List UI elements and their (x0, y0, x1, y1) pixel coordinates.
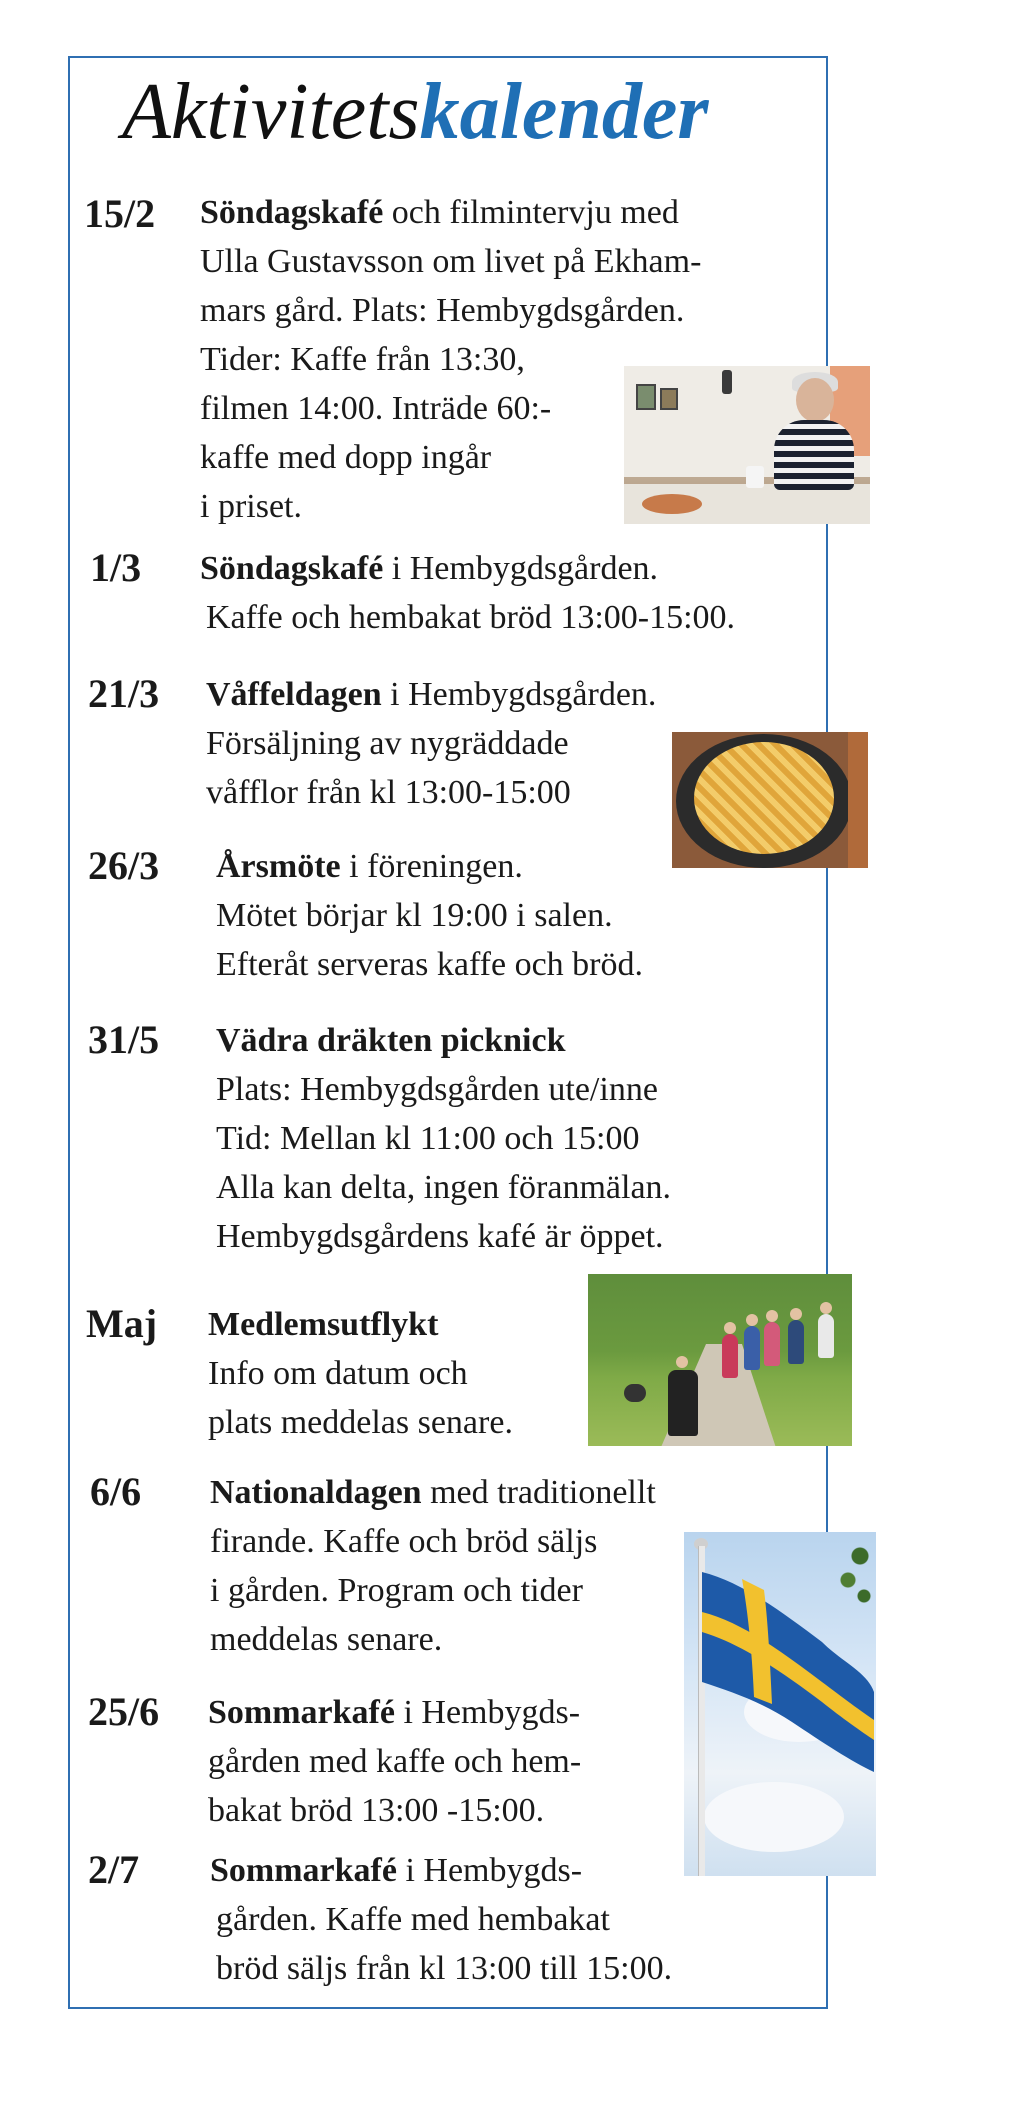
event-text: i Hembygds- (394, 1694, 581, 1731)
event-text: plats meddelas senare. (208, 1404, 513, 1441)
event-title: Våffeldagen (206, 676, 382, 713)
event-text: Försäljning av nygräddade (206, 725, 569, 762)
event-title: Söndagskafé (200, 550, 384, 587)
event-title: Söndagskafé (200, 194, 384, 231)
event-description (208, 1688, 581, 1835)
event-text: filmen 14:00. Inträde 60:- (200, 390, 552, 427)
event-text: i gården. Program och tider (210, 1572, 583, 1609)
event-text: våfflor från kl 13:00-15:00 (206, 774, 571, 811)
event-date: 6/6 (90, 1469, 142, 1514)
event-date: 15/2 (84, 191, 156, 236)
event-title: Medlemsutflykt (208, 1306, 439, 1343)
event-text: bakat bröd 13:00 -15:00. (208, 1792, 545, 1829)
event-text: Tider: Kaffe från 13:30, (200, 341, 525, 378)
event-text: gården. Kaffe med hembakat (216, 1901, 610, 1938)
event-description (206, 670, 656, 817)
event-date: 26/3 (88, 843, 160, 888)
event-text: kaffe med dopp ingår (200, 439, 492, 476)
event-description (200, 544, 735, 642)
event-text: Kaffe och hembakat bröd 13:00-15:00. (206, 599, 736, 636)
event-title: Nationaldagen (210, 1474, 422, 1511)
event-text: Efteråt serveras kaffe och bröd. (216, 946, 643, 983)
photo-woman-at-table (624, 366, 870, 524)
photo-waffles (672, 732, 868, 868)
event-date: 25/6 (88, 1689, 160, 1734)
event-date: 21/3 (88, 671, 160, 716)
event-title: Vädra dräkten picknick (216, 1022, 566, 1059)
event-date: Maj (86, 1301, 158, 1346)
photo-swedish-flag (684, 1532, 876, 1876)
event-date: 31/5 (88, 1017, 160, 1062)
event-text: mars gård. Plats: Hembygdsgården. (200, 292, 685, 329)
title-part-1: Aktivitets (122, 68, 420, 156)
title-part-2: kalender (419, 68, 709, 156)
event-date: 1/3 (90, 545, 142, 590)
event-text: och filmintervju med (383, 194, 679, 231)
event-text: Plats: Hembygdsgården ute/inne (216, 1071, 658, 1108)
event-date: 2/7 (88, 1847, 140, 1892)
event-text: Info om datum och (208, 1355, 468, 1392)
event-text: med traditionellt (421, 1474, 656, 1511)
event-text: Alla kan delta, ingen föranmälan. (216, 1169, 672, 1206)
event-text: i Hembygdsgården. (381, 676, 657, 713)
event-text: Hembygdsgårdens kafé är öppet. (216, 1218, 664, 1255)
swedish-flag-icon (702, 1572, 876, 1772)
event-description (210, 1846, 672, 1993)
event-text: bröd säljs från kl 13:00 till 15:00. (216, 1950, 673, 1987)
event-text: Tid: Mellan kl 11:00 och 15:00 (216, 1120, 640, 1157)
event-description (216, 842, 643, 989)
event-text: firande. Kaffe och bröd säljs (210, 1523, 598, 1560)
photo-walking-group (588, 1274, 852, 1446)
event-text: gården med kaffe och hem- (208, 1743, 582, 1780)
event-description (210, 1468, 656, 1664)
event-description (208, 1300, 513, 1447)
event-text: i Hembygds- (396, 1852, 583, 1889)
event-description (216, 1016, 671, 1261)
event-title: Sommarkafé (208, 1694, 395, 1731)
event-title: Sommarkafé (210, 1852, 397, 1889)
event-text: meddelas senare. (210, 1621, 443, 1658)
event-text: i föreningen. (340, 848, 523, 885)
event-text: Ulla Gustavsson om livet på Ekham- (200, 243, 702, 280)
event-text: i priset. (200, 488, 302, 525)
event-text: Mötet börjar kl 19:00 i salen. (216, 897, 613, 934)
event-title: Årsmöte (216, 848, 341, 885)
page-title (122, 68, 822, 156)
event-text: i Hembygdsgården. (383, 550, 659, 587)
